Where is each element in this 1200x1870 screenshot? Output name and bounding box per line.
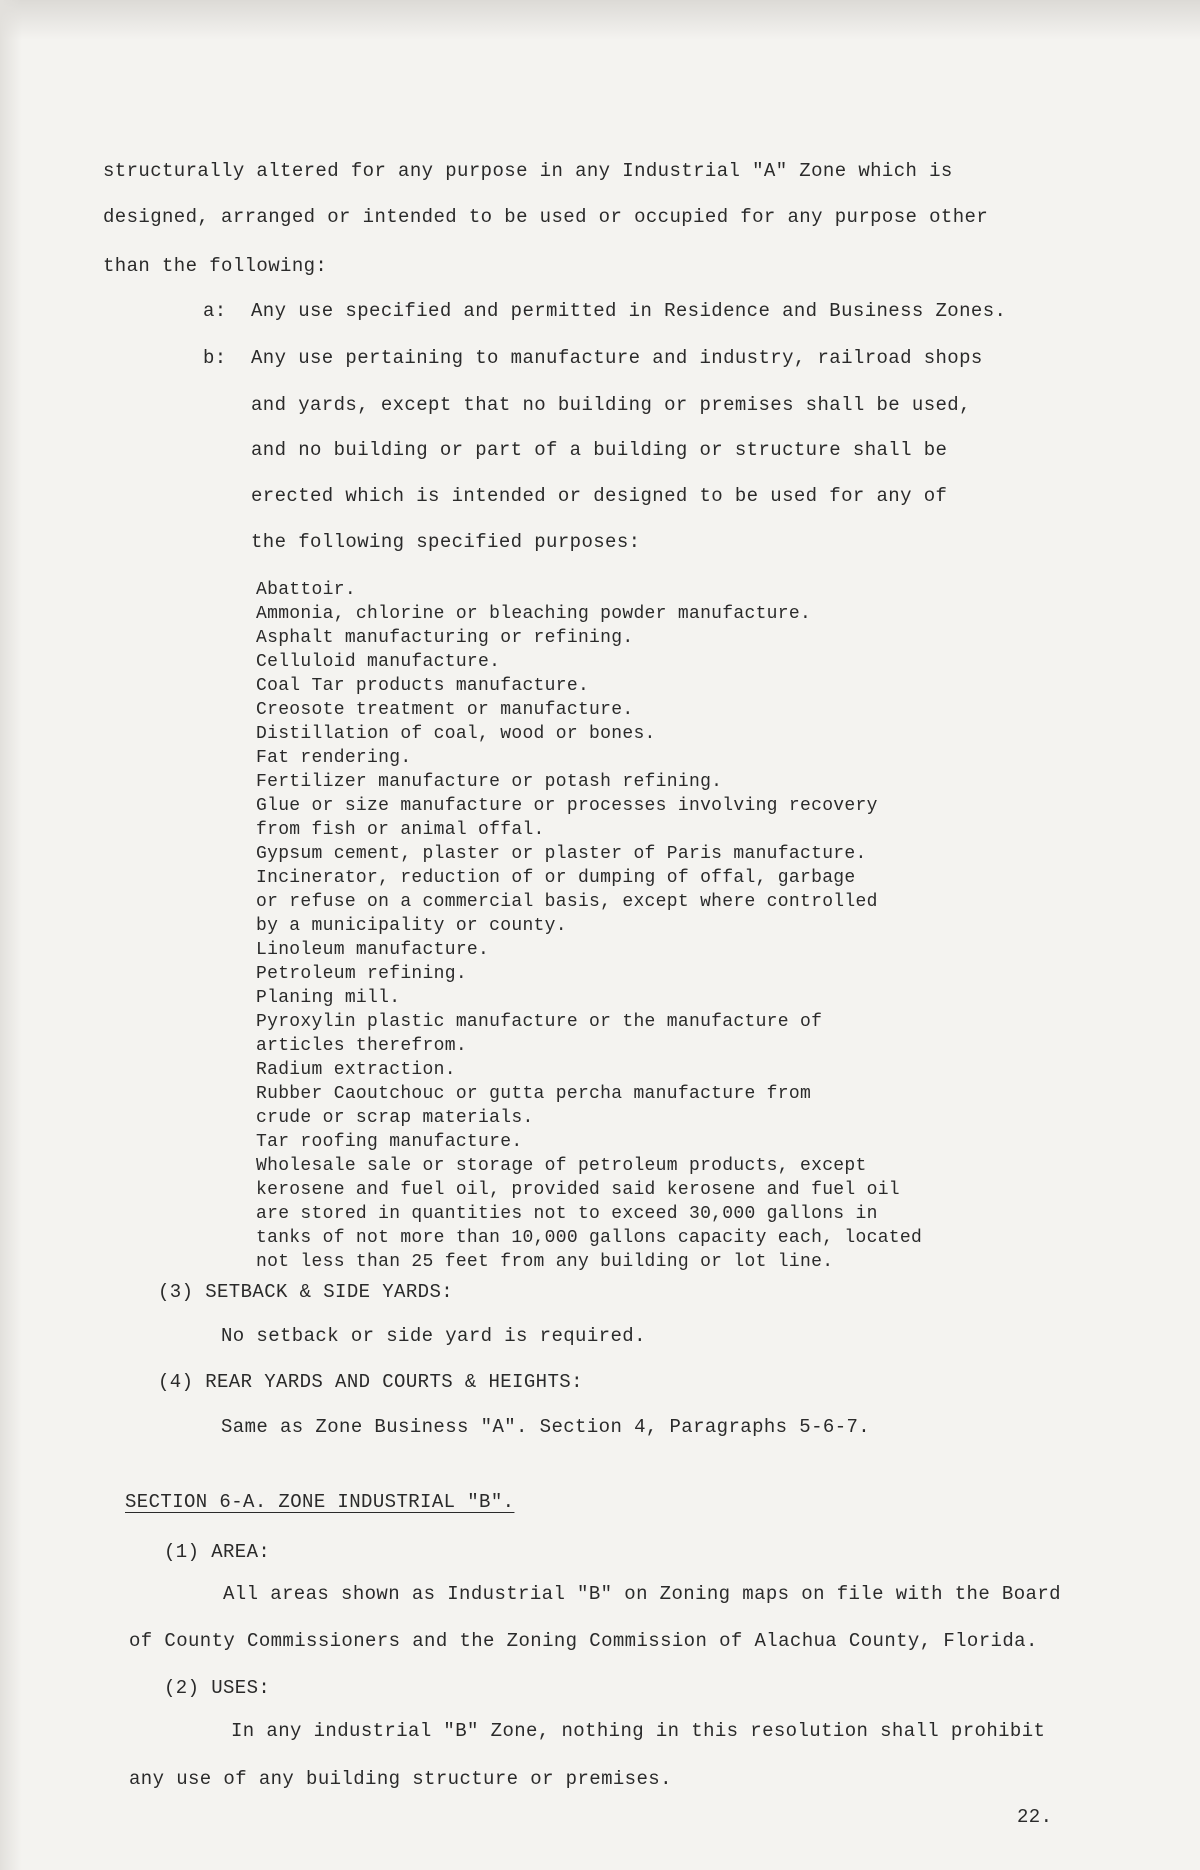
item-b-line-5: the following specified purposes: [251,531,641,553]
list-item: tanks of not more than 10,000 gallons capacity each, located [256,1228,923,1248]
page-number: 22. [1017,1806,1053,1828]
item-a-marker: a: [203,300,227,322]
uses-line-1: In any industrial "B" Zone, nothing in this resolution shall prohibit [231,1720,1046,1742]
list-item: not less than 25 feet from any building or lot line. [256,1252,834,1272]
item-b-line-2: and yards, except that no building or premises shall be used, [251,394,971,416]
area-line-2: of County Commissioners and the Zoning Commission of Alachua County, Florida. [129,1630,1038,1652]
list-item: articles therefrom. [256,1036,467,1056]
scan-left-shade [0,0,22,1870]
item-b-marker: b: [203,347,227,369]
list-item: Creosote treatment or manufacture. [256,700,634,720]
intro-line-3: than the following: [103,255,328,277]
setback-text: No setback or side yard is required. [221,1325,646,1347]
list-item: Abattoir. [256,580,356,600]
list-item: kerosene and fuel oil, provided said kerosene and fuel oil [256,1180,900,1200]
list-item: or refuse on a commercial basis, except where controlled [256,892,878,912]
list-item: Rubber Caoutchouc or gutta percha manufacture from [256,1084,812,1104]
item-b-line-1: Any use pertaining to manufacture and industry, railroad shops [251,347,983,369]
list-item: Tar roofing manufacture. [256,1132,523,1152]
list-item: are stored in quantities not to exceed 30,000 gallons in [256,1204,878,1224]
list-item: Petroleum refining. [256,964,467,984]
list-item: Gypsum cement, plaster or plaster of Paris manufacture. [256,844,867,864]
list-item: by a municipality or county. [256,916,567,936]
list-item: Celluloid manufacture. [256,652,501,672]
intro-line-1: structurally altered for any purpose in any Industrial "A" Zone which is [103,160,953,182]
rear-yards-text: Same as Zone Business "A". Section 4, Paragraphs 5-6-7. [221,1416,871,1438]
item-b-line-4: erected which is intended or designed to be used for any of [251,485,948,507]
list-item: Planing mill. [256,988,401,1008]
list-item: Radium extraction. [256,1060,456,1080]
section-6a-title: SECTION 6-A. ZONE INDUSTRIAL "B". [125,1491,515,1513]
item-a-text: Any use specified and permitted in Residence and Business Zones. [251,300,1007,322]
area-line-1: All areas shown as Industrial "B" on Zoning maps on file with the Board [223,1583,1061,1605]
list-item: Fat rendering. [256,748,412,768]
list-item: Fertilizer manufacture or potash refining. [256,772,723,792]
intro-line-2: designed, arranged or intended to be used or occupied for any purpose other [103,206,989,228]
rear-yards-heading: (4) REAR YARDS AND COURTS & HEIGHTS: [158,1371,583,1393]
list-item: Pyroxylin plastic manufacture or the manufacture of [256,1012,823,1032]
list-item: Coal Tar products manufacture. [256,676,590,696]
uses-heading: (2) USES: [164,1677,271,1699]
list-item: Glue or size manufacture or processes involving recovery [256,796,878,816]
prohibited-uses-list [256,578,922,1274]
item-b-line-3: and no building or part of a building or structure shall be [251,439,948,461]
uses-line-2: any use of any building structure or premises. [129,1768,672,1790]
list-item: Ammonia, chlorine or bleaching powder manufacture. [256,604,812,624]
list-item: Distillation of coal, wood or bones. [256,724,656,744]
list-item: crude or scrap materials. [256,1108,534,1128]
list-item: from fish or animal offal. [256,820,545,840]
area-heading: (1) AREA: [164,1541,271,1563]
list-item: Incinerator, reduction of or dumping of offal, garbage [256,868,856,888]
list-item: Asphalt manufacturing or refining. [256,628,634,648]
setback-heading: (3) SETBACK & SIDE YARDS: [158,1281,454,1303]
list-item: Wholesale sale or storage of petroleum products, except [256,1156,867,1176]
list-item: Linoleum manufacture. [256,940,490,960]
scan-edge-shade [0,0,1200,40]
